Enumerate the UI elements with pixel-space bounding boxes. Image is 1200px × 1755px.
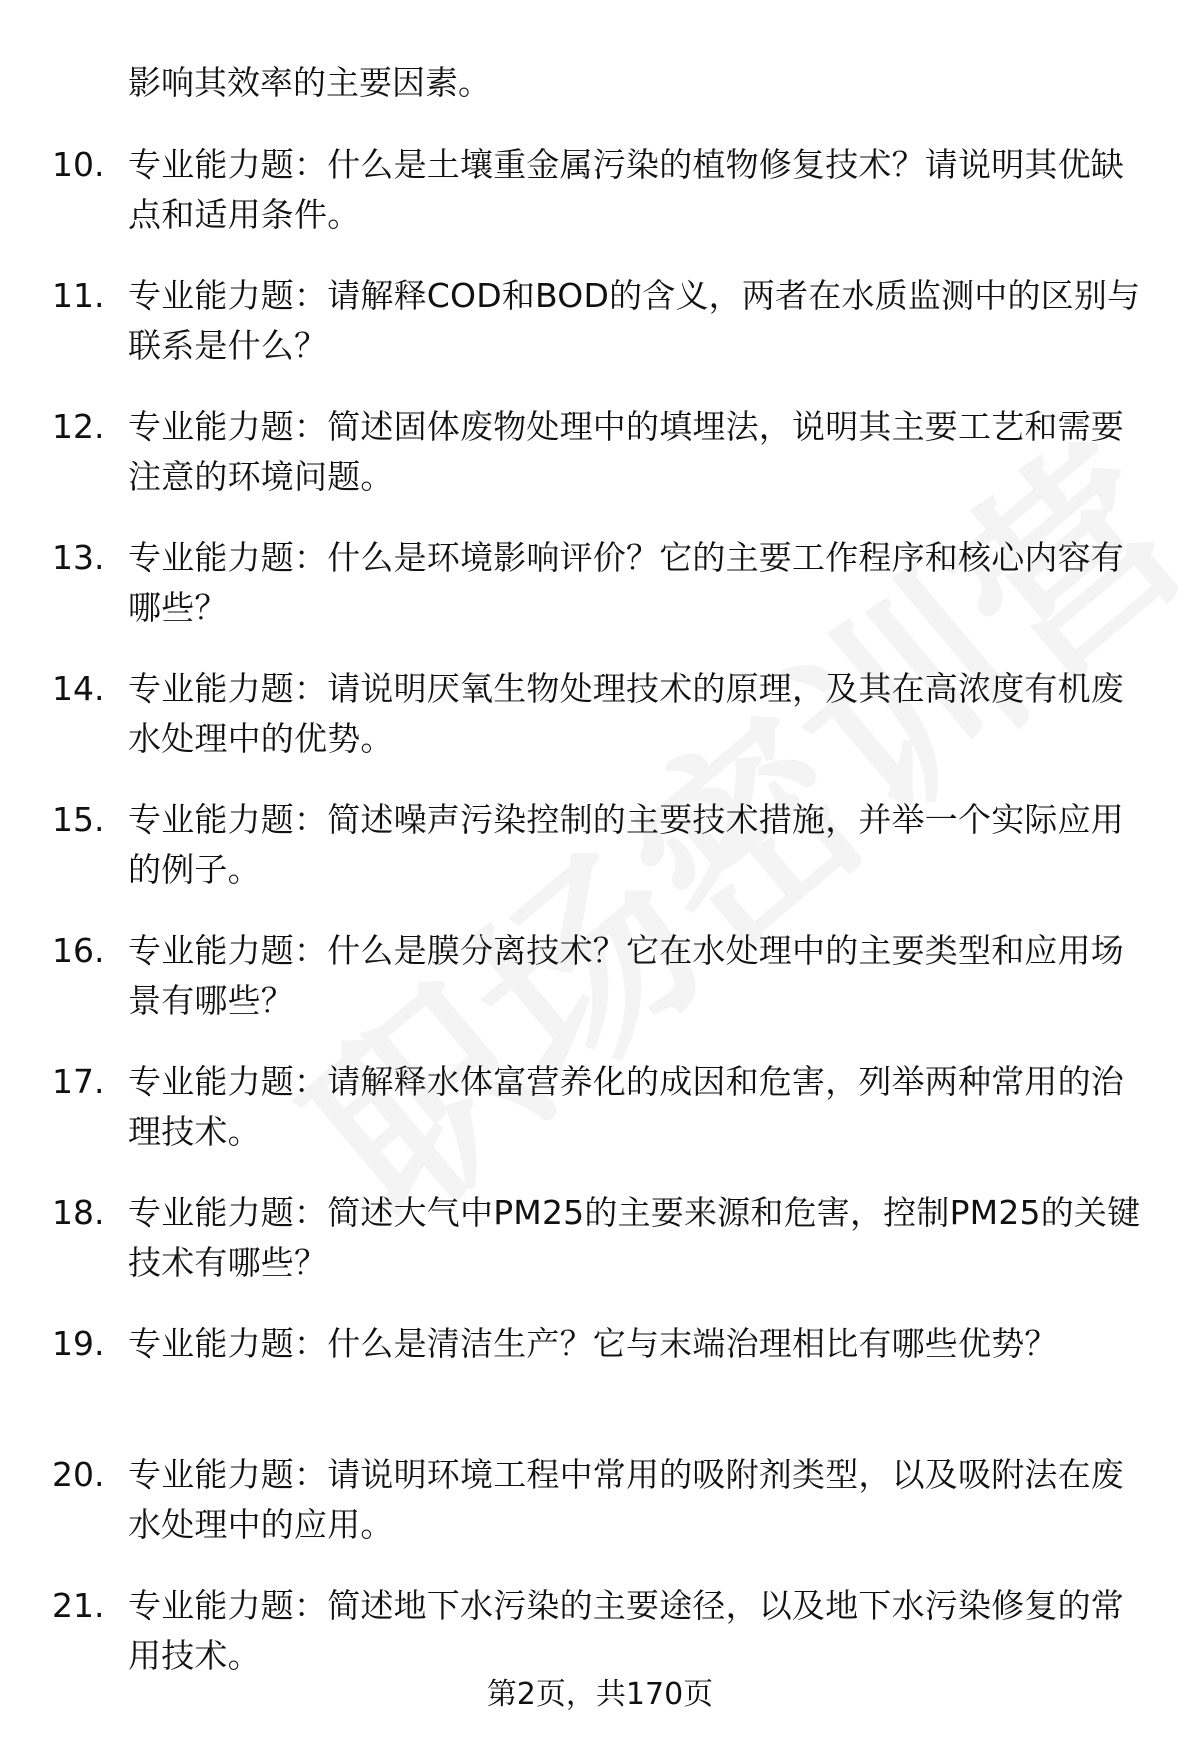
question-text: 专业能力题：什么是土壤重金属污染的植物修复技术？请说明其优缺点和适用条件。 — [128, 145, 1124, 234]
question-number: 17. — [52, 1062, 105, 1101]
question-text: 专业能力题：简述大气中PM25的主要来源和危害，控制PM25的关键技术有哪些？ — [128, 1193, 1141, 1282]
question-text: 专业能力题：什么是膜分离技术？它在水处理中的主要类型和应用场景有哪些？ — [128, 931, 1124, 1020]
question-item — [0, 1057, 1200, 1188]
question-number: 18. — [52, 1193, 105, 1232]
question-item — [0, 271, 1200, 402]
question-text: 专业能力题：什么是环境影响评价？它的主要工作程序和核心内容有哪些？ — [128, 538, 1124, 627]
question-number: 20. — [52, 1455, 105, 1494]
question-text: 专业能力题：请说明厌氧生物处理技术的原理，及其在高浓度有机废水处理中的优势。 — [128, 669, 1124, 758]
question-text: 专业能力题：请解释COD和BOD的含义，两者在水质监测中的区别与联系是什么？ — [128, 276, 1141, 365]
question-number: 21. — [52, 1586, 105, 1625]
question-number: 15. — [52, 800, 105, 839]
question-item — [0, 1188, 1200, 1319]
question-text: 专业能力题：简述噪声污染控制的主要技术措施，并举一个实际应用的例子。 — [128, 800, 1124, 889]
question-item — [0, 1319, 1200, 1450]
question-text: 专业能力题：请解释水体富营养化的成因和危害，列举两种常用的治理技术。 — [128, 1062, 1124, 1151]
question-item — [0, 664, 1200, 795]
question-item — [0, 402, 1200, 533]
question-item — [0, 1450, 1200, 1581]
question-text: 专业能力题：简述地下水污染的主要途径，以及地下水污染修复的常用技术。 — [128, 1586, 1124, 1675]
question-item — [0, 795, 1200, 926]
question-list — [0, 140, 1200, 1712]
question-text: 专业能力题：什么是清洁生产？它与末端治理相比有哪些优势？ — [128, 1324, 1058, 1363]
continuation-text: 影响其效率的主要因素。 — [128, 63, 491, 102]
question-text: 专业能力题：简述固体废物处理中的填埋法，说明其主要工艺和需要注意的环境问题。 — [128, 407, 1124, 496]
question-text: 专业能力题：请说明环境工程中常用的吸附剂类型，以及吸附法在废水处理中的应用。 — [128, 1455, 1124, 1544]
question-number: 16. — [52, 931, 105, 970]
question-number: 10. — [52, 145, 105, 184]
question-number: 12. — [52, 407, 105, 446]
question-item — [0, 140, 1200, 271]
question-item — [0, 533, 1200, 664]
question-number: 11. — [52, 276, 105, 315]
question-number: 19. — [52, 1324, 105, 1363]
question-number: 13. — [52, 538, 105, 577]
question-number: 14. — [52, 669, 105, 708]
question-item — [0, 926, 1200, 1057]
page-footer: 第2页，共170页 — [486, 1677, 714, 1712]
